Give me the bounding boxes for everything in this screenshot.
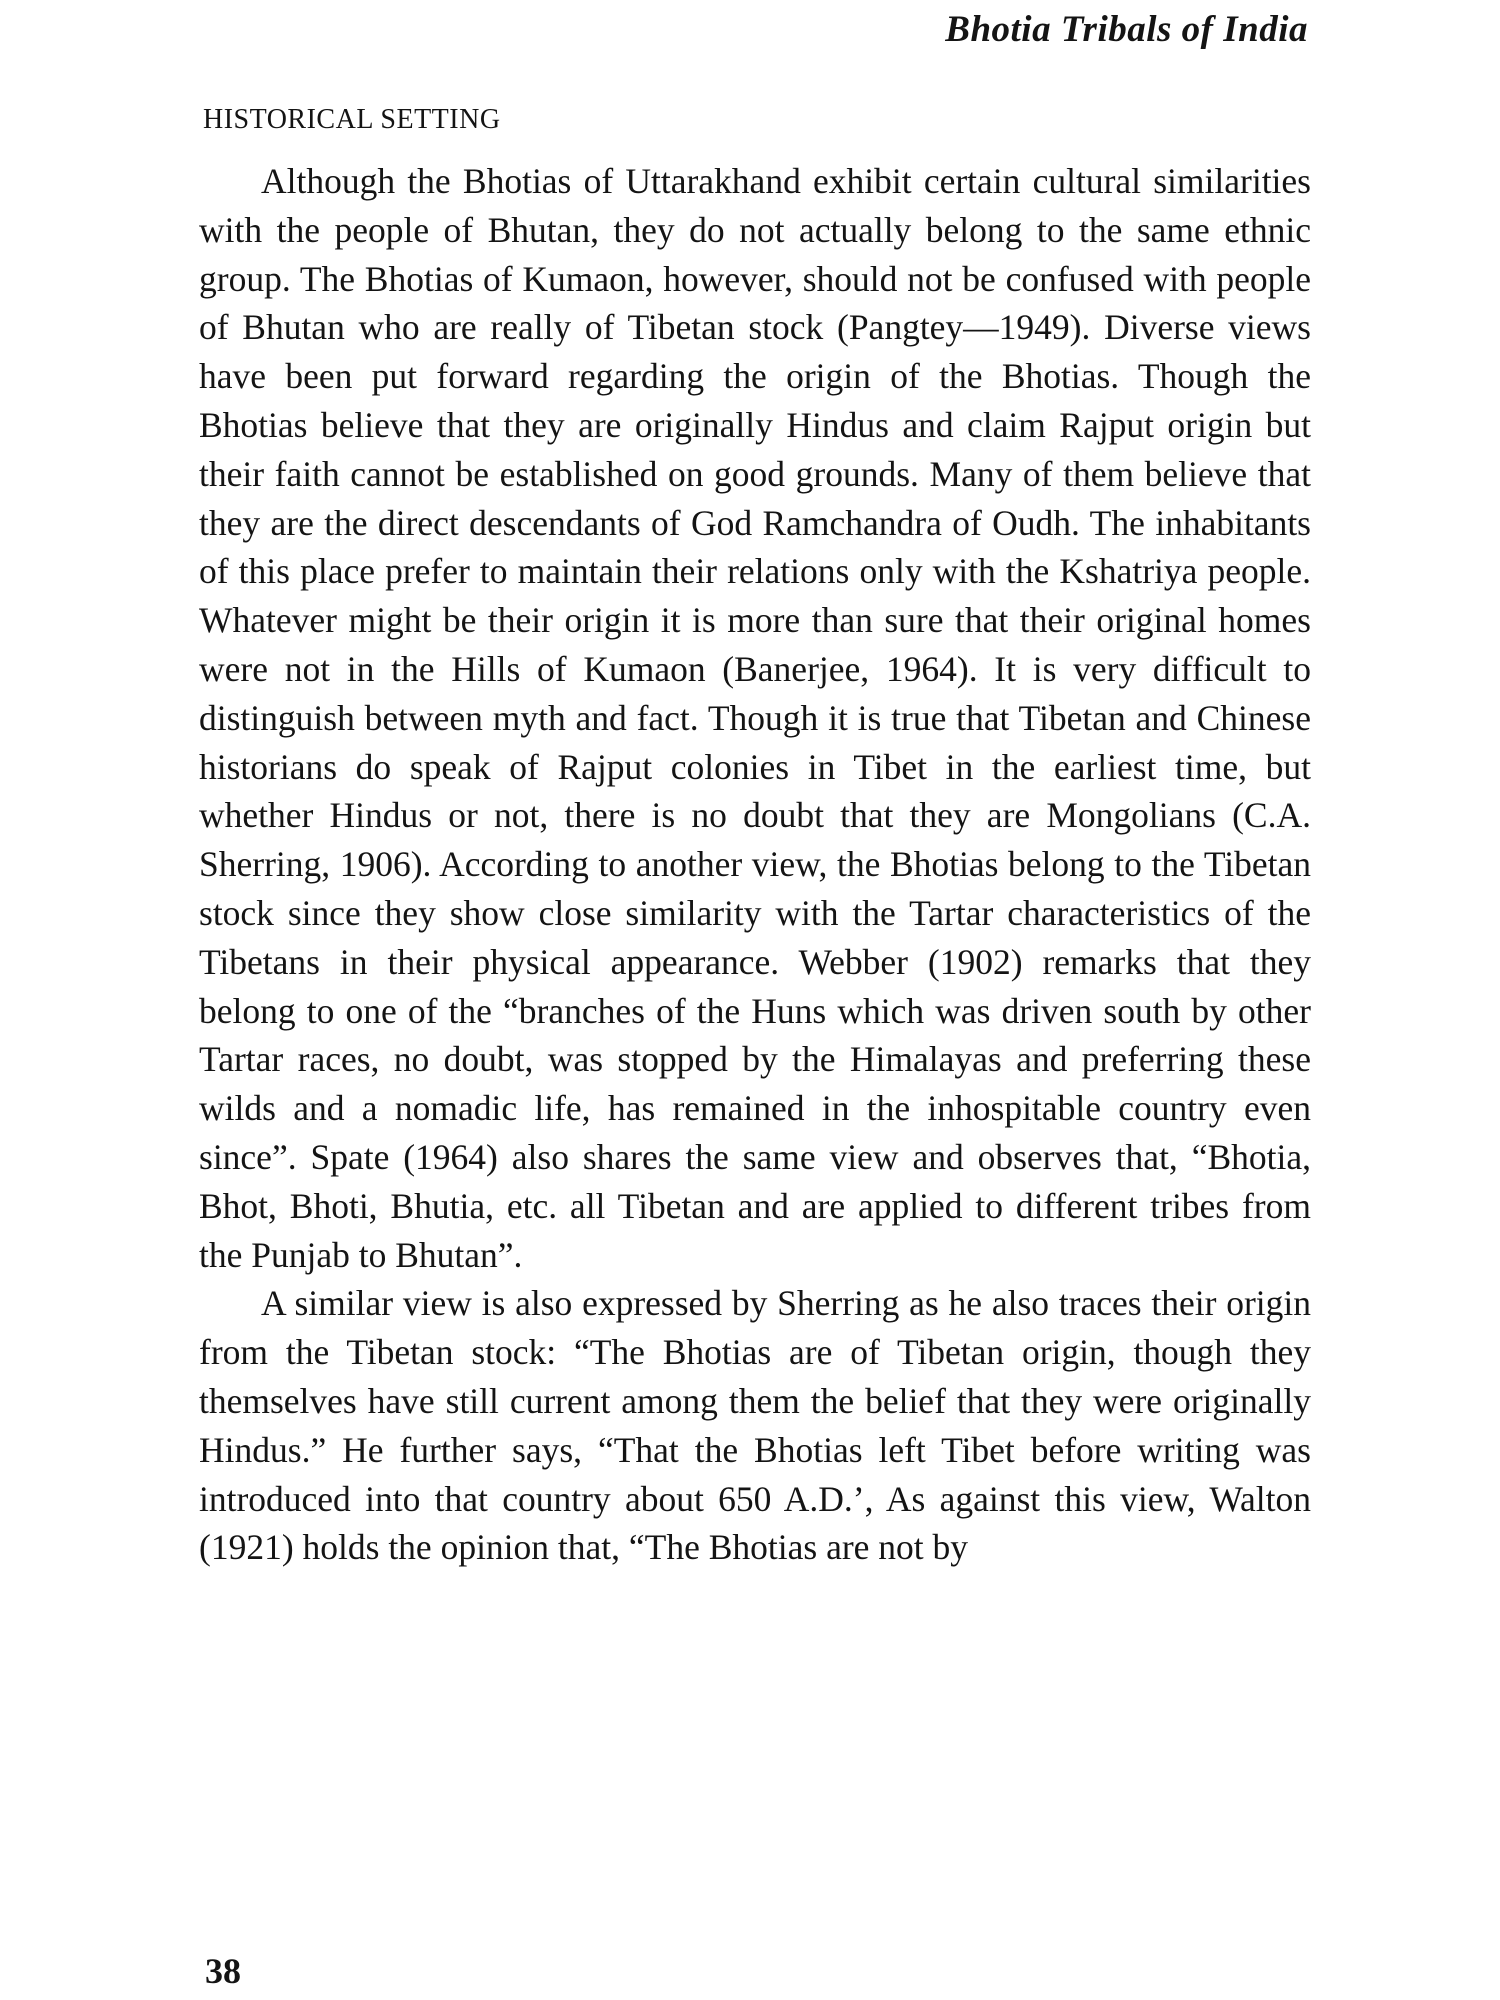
page-number: 38 <box>205 1951 241 1991</box>
section-heading: HISTORICAL SETTING <box>203 104 501 135</box>
body-text <box>199 157 1311 1572</box>
paragraph-1: Although the Bhotias of Uttarakhand exhibit certain cultural similarities with the people of Bhutan, they do not actually belong to the same ethnic group. The Bhotias of Kumaon, however, should not be confused with people of Bhutan who are really of Tibetan stock (Pangtey—1949). Diverse views have been put forward regarding the origin of the Bhotias. Though the Bhotias believe that they are originally Hindus and claim Rajput origin but their faith cannot be established on good grounds. Many of them believe that they are the direct descendants of God Ramchandra of Oudh. The inhabitants of this place prefer to maintain their relations only with the Kshatriya people. Whatever might be their origin it is more than sure that their original homes were not in the Hills of Kumaon (Banerjee, 1964). It is very difficult to distinguish between myth and fact. Though it is true that Tibetan and Chinese historians do speak of Rajput colonies in Tibet in the earliest time, but whether Hindus or not, there is no doubt that they are Mongolians (C.A. Sherring, 1906). According to another view, the Bhotias belong to the Tibetan stock since they show close similarity with the Tartar characteristics of the Tibetans in their physical appearance. Webber (1902) remarks that they belong to one of the “branches of the Huns which was driven south by other Tartar races, no doubt, was stopped by the Himalayas and preferring these wilds and a nomadic life, has remained in the inhospitable country even since”. Spate (1964) also shares the same view and observes that, “Bhotia, Bhot, Bhoti, Bhutia, etc. all Tibetan and are applied to different tribes from the Punjab to Bhutan”. <box>199 161 1311 1275</box>
paragraph-2: A similar view is also expressed by Sherring as he also traces their origin from the Tibetan stock: “The Bhotias are of Tibetan origin, though they themselves have still current among them the belief that they were originally Hindus.” He further says, “That the Bhotias left Tibet before writing was introduced into that country about 650 A.D.’, As against this view, Walton (1921) holds the opinion that, “The Bhotias are not by <box>199 1283 1311 1568</box>
running-header: Bhotia Tribals of India <box>945 9 1308 50</box>
